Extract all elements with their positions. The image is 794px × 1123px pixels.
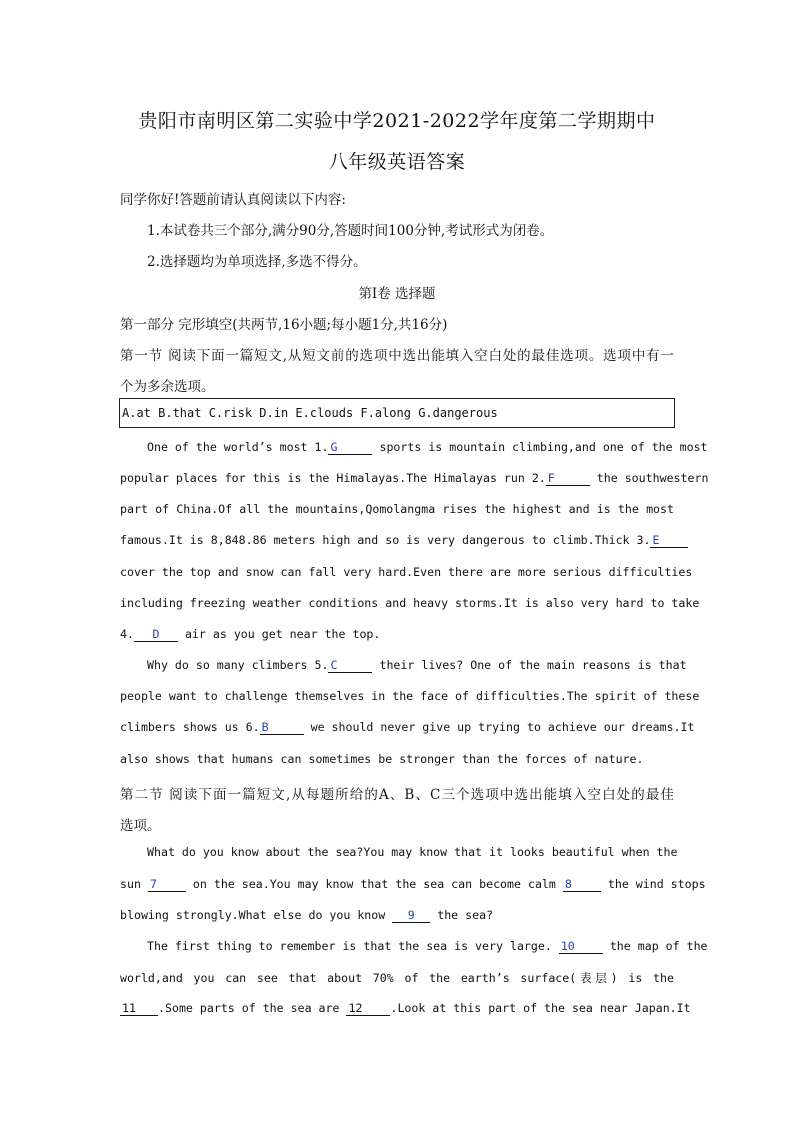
section2-instruction: 第二节 阅读下面一篇短文,从每题所给的A、B、C三个选项中选出能填入空白处的最佳 bbox=[120, 787, 674, 803]
text-span: famous.It is 8,848.86 meters high and so is very dangerous to climb.Thick 3. bbox=[120, 533, 651, 547]
answer-blank-3: E bbox=[650, 533, 688, 548]
passage3-line1: What do you know about the sea?You may know that it looks beautiful when the bbox=[147, 845, 678, 859]
passage1-line3: part of China.Of all the mountains,Qomolangma rises the highest and is the most bbox=[120, 502, 674, 516]
passage2-line4: also shows that humans can sometimes be stronger than the forces of nature. bbox=[120, 752, 644, 766]
passage1-line1 bbox=[147, 440, 708, 455]
blank-8: 8 bbox=[563, 877, 601, 892]
text-span: the sea? bbox=[437, 908, 494, 922]
rule-2: 2.选择题均为单项选择,多选不得分。 bbox=[147, 254, 367, 270]
text-span: .Look at this part of the sea near Japan.It bbox=[390, 1001, 691, 1015]
text-span: One of the world’s most 1. bbox=[147, 440, 329, 454]
answer-blank-4: D bbox=[134, 627, 178, 642]
rule-1: 1.本试卷共三个部分,满分90分,答题时间100分钟,考试形式为闭卷。 bbox=[147, 223, 554, 239]
passage1-line4 bbox=[120, 533, 674, 548]
text-span: blowing strongly.What else do you know bbox=[120, 908, 386, 922]
text-span: their lives? One of the main reasons is that bbox=[379, 658, 687, 672]
part1-heading: 第一部分 完形填空(共两节,16小题;每小题1分,共16分) bbox=[120, 317, 448, 333]
volume-heading: 第Ⅰ卷 选择题 bbox=[358, 286, 436, 302]
section1-instruction: 第一节 阅读下面一篇短文,从短文前的选项中选出能填入空白处的最佳选项。选项中有一 bbox=[120, 348, 674, 364]
answer-blank-6: B bbox=[260, 720, 304, 735]
passage2-line2: people want to challenge themselves in the face of difficulties.The spirit of these bbox=[120, 689, 700, 703]
blank-9: 9 bbox=[392, 908, 430, 923]
answer-blank-1: G bbox=[328, 440, 372, 455]
passage4-line3 bbox=[120, 1001, 691, 1016]
intro-text: 同学你好!答题前请认真阅读以下内容: bbox=[120, 192, 346, 208]
options-box: A.at B.that C.risk D.in E.clouds F.along G.dangerous bbox=[119, 398, 675, 428]
passage3-line3 bbox=[120, 908, 493, 923]
passage1-line2 bbox=[120, 471, 709, 486]
text-span: we should never give up trying to achieve our dreams.It bbox=[310, 720, 695, 734]
passage3-line2 bbox=[120, 877, 706, 892]
passage2-line1 bbox=[147, 658, 687, 673]
text-span: the wind stops bbox=[607, 877, 706, 891]
blank-7: 7 bbox=[148, 877, 186, 892]
text-span: sun bbox=[120, 877, 141, 891]
blank-10: 10 bbox=[559, 939, 603, 954]
blank-12: 12 bbox=[346, 1001, 390, 1016]
section2-instruction-cont: 选项。 bbox=[120, 818, 161, 834]
text-span: sports is mountain climbing,and one of the most bbox=[379, 440, 708, 454]
text-span: Why do so many climbers 5. bbox=[147, 658, 329, 672]
answer-blank-2: F bbox=[546, 471, 590, 486]
passage1-line6: including freezing weather conditions and heavy storms.It is also very hard to take bbox=[120, 596, 700, 610]
blank-11: 11 bbox=[120, 1001, 158, 1016]
answer-blank-5: C bbox=[328, 658, 372, 673]
text-span: the map of the bbox=[609, 939, 708, 953]
passage4-line2: world,and you can see that about 70% of the earth’s surface(表层) is the bbox=[120, 971, 674, 985]
section1-instruction-cont: 个为多余选项。 bbox=[120, 379, 215, 395]
text-span: the southwestern bbox=[596, 471, 709, 485]
passage4-line1 bbox=[147, 939, 708, 954]
text-span: .Some parts of the sea are bbox=[158, 1001, 340, 1015]
document-title: 贵阳市南明区第二实验中学2021-2022学年度第二学期期中 bbox=[138, 110, 656, 132]
passage1-line5: cover the top and snow can fall very hard.Even there are more serious difficulties bbox=[120, 565, 693, 579]
text-span: air as you get near the top. bbox=[184, 627, 381, 641]
text-span: climbers shows us 6. bbox=[120, 720, 260, 734]
text-span: The first thing to remember is that the sea is very large. bbox=[147, 939, 552, 953]
text-span: 4. bbox=[120, 627, 134, 641]
passage2-line3 bbox=[120, 720, 695, 735]
document-subtitle: 八年级英语答案 bbox=[328, 151, 466, 173]
text-span: popular places for this is the Himalayas.The Himalayas run 2. bbox=[120, 471, 546, 485]
passage1-line7 bbox=[120, 627, 380, 642]
text-span: on the sea.You may know that the sea can become calm bbox=[192, 877, 556, 891]
